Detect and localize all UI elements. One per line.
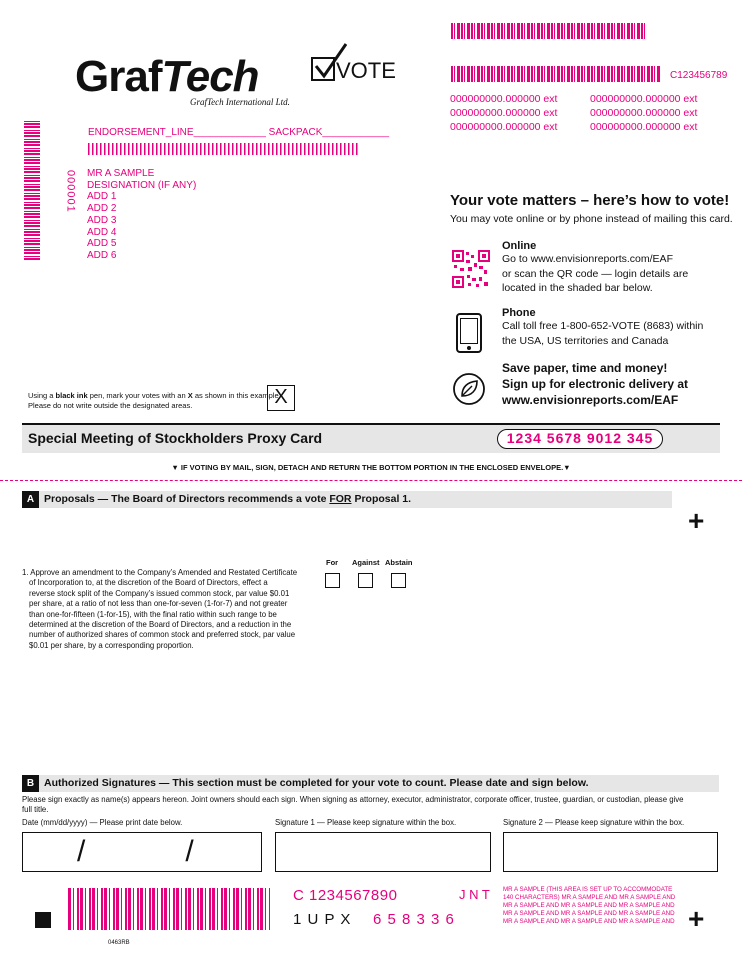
leaf-icon — [452, 372, 486, 406]
online-section — [502, 240, 688, 296]
footer-jnt: J N T — [459, 887, 490, 902]
online-line: Go to www.envisionreports.com/EAF — [502, 253, 673, 265]
top-barcode-1 — [451, 23, 646, 39]
address-line: ADD 1 — [87, 191, 117, 203]
phone-line: Call toll free 1-800-652-VOTE (8683) within — [502, 320, 704, 332]
phone-line: the USA, US territories and Canada — [502, 334, 669, 347]
registration-plus: + — [688, 505, 705, 536]
edelivery-line: Sign up for electronic delivery at — [502, 377, 689, 391]
section-a-letter: A — [22, 491, 39, 508]
proxy-card-title: Special Meeting of Stockholders Proxy Card — [28, 430, 323, 446]
example-mark: X — [274, 386, 288, 408]
detach-line — [0, 480, 742, 481]
address-line: ADD 3 — [87, 214, 117, 226]
option-label-abstain: Abstain — [385, 558, 413, 567]
address-line: MR A SAMPLE — [87, 168, 155, 179]
top-barcode-2 — [451, 66, 661, 82]
phone-icon — [456, 313, 482, 353]
pen-note: Using a black ink pen, mark your votes with an X as shown in this example. Please do not write outside the designated areas. — [28, 391, 281, 410]
proposal-1-abstain-checkbox[interactable] — [391, 573, 406, 588]
footer-c-code: C 1234567890 — [293, 887, 398, 904]
edelivery-line: www.envisionreports.com/EAF — [502, 393, 679, 407]
address-line: DESIGNATION (IF ANY) — [87, 179, 197, 191]
address-line: ADD 4 — [87, 226, 117, 238]
registration-plus-bottom: + — [688, 903, 705, 934]
section-a-title: Proposals — The Board of Directors recommends a vote FOR Proposal 1. — [44, 493, 412, 505]
footer-sample-text: MR A SAMPLE (THIS AREA IS SET UP TO ACCOMMODATE 140 CHARACTERS) MR A SAMPLE AND MR A SAMPLE AND MR A SAMPLE AND MR A SAMPLE AND MR A SAMPLE AND MR A SAMPLE AND MR A SAMPLE AND MR A SAMPLE AND MR A SAMPLE AND MR A SAMPLE AND MR A SAMPLE AND — [503, 886, 676, 925]
bottom-barcode — [68, 888, 270, 930]
signature-1-box[interactable] — [275, 832, 491, 872]
ctrl-code: C123456789 — [670, 70, 728, 81]
address-block — [87, 168, 196, 262]
ext-value: 000000000.000000 ext — [450, 107, 558, 119]
ext-value: 000000000.000000 ext — [590, 107, 698, 119]
ext-value: 000000000.000000 ext — [590, 121, 698, 133]
section-b-title: Authorized Signatures — This section must be completed for your vote to count. Please date and sign below. — [44, 777, 589, 789]
address-line: ADD 5 — [87, 238, 117, 250]
proxy-card-title-bar — [22, 423, 720, 453]
edelivery-line: Save paper, time and money! — [502, 361, 668, 375]
corner-mark — [35, 912, 51, 928]
graftech-logo: GrafTech — [75, 52, 259, 101]
signature-2-box[interactable] — [503, 832, 718, 872]
proposal-1-for-checkbox[interactable] — [325, 573, 340, 588]
example-mark-box — [267, 385, 295, 411]
option-label-against: Against — [352, 558, 380, 567]
section-b-letter: B — [22, 775, 39, 792]
option-label-for: For — [326, 558, 339, 567]
side-number: 000001 — [64, 170, 77, 213]
signature-instructions: Please sign exactly as name(s) appears hereon. Joint owners should each sign. When signing as attorney, executor, administrator, corporate officer, trustee, guardian, or custodian, please give full title. — [22, 795, 684, 814]
ext-value: 000000000.000000 ext — [450, 121, 558, 133]
edelivery-section — [502, 360, 688, 408]
date-slashes: / / — [77, 835, 194, 868]
signature-1-label: Signature 1 — Please keep signature within the box. — [275, 818, 457, 827]
vote-logo-text: VOTE — [336, 58, 396, 83]
form-code: 0463RB — [108, 940, 130, 946]
vote-subline: You may vote online or by phone instead of mailing this card. — [450, 213, 733, 225]
section-b-header — [22, 775, 719, 792]
online-line: or scan the QR code — login details are — [502, 267, 689, 280]
vote-headline: Your vote matters – here’s how to vote! — [450, 192, 730, 209]
logo-subtitle: GrafTech International Ltd. — [190, 97, 290, 107]
control-number: 1234 5678 9012 345 — [497, 429, 663, 449]
section-a-header — [22, 491, 672, 508]
postal-barcode — [88, 143, 360, 155]
qr-code-icon — [452, 250, 490, 288]
ext-value: 000000000.000000 ext — [590, 93, 698, 105]
address-line: ADD 6 — [87, 249, 117, 261]
proposal-1-against-checkbox[interactable] — [358, 573, 373, 588]
ext-value: 000000000.000000 ext — [450, 93, 558, 105]
date-field[interactable] — [22, 832, 262, 872]
date-label: Date (mm/dd/yyyy) — Please print date below. — [22, 818, 183, 827]
footer-number: 6 5 8 3 3 6 — [373, 911, 455, 928]
side-barcode — [24, 120, 40, 260]
ext-values — [450, 93, 730, 133]
online-line: located in the shaded bar below. — [502, 282, 653, 294]
endorsement-line: ENDORSEMENT_LINE_____________ SACKPACK____________ — [88, 127, 390, 138]
proposal-1-text: 1. Approve an amendment to the Company’s Amended and Restated Certificate of Incorporation to, at the discretion of the Board of Directors, effect a reverse stock split of the Company’s issued common stock, par value $0.01 per share, at a ratio of not less than one-for-seven (1-for-7) and not greater than one-for-fifteen (1-for-15), with the final ratio within such range to be determined at the discretion of the Board of Directors, and a reduction in the number of authorized shares of common stock and preferred stock, par value $0.01 per share, by a corresponding proportion. — [22, 568, 298, 650]
address-line: ADD 2 — [87, 203, 117, 215]
phone-section — [502, 307, 703, 348]
online-title: Online — [502, 240, 537, 252]
detach-note: ▼ IF VOTING BY MAIL, SIGN, DETACH AND RETURN THE BOTTOM PORTION IN THE ENCLOSED ENVELOPE.▼ — [171, 463, 571, 472]
footer-upx: 1 U P X — [293, 911, 352, 928]
signature-2-label: Signature 2 — Please keep signature within the box. — [503, 818, 685, 827]
phone-title: Phone — [502, 307, 536, 319]
